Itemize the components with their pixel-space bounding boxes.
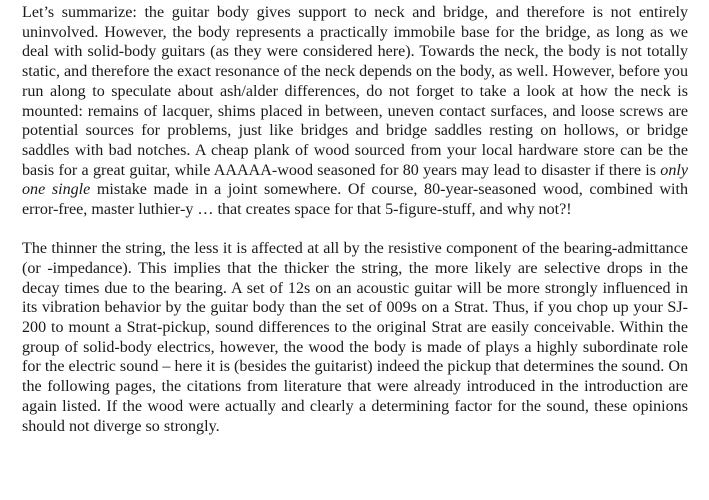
document-page — [22, 3, 688, 436]
paragraph-summary — [22, 3, 688, 220]
paragraph-summary-text-1: Let’s summarize: the guitar body gives support to neck and bridge, and therefore is not entirely uninvolved. However, the body represents a practically immobile base for the bridge, as long as we deal with solid-body guitars (as they were considered here). Towards the neck, the body is not totally static, and therefore the exact resonance of the neck depends on the body, as well. However, before you run along to speculate about ash/alder differences, do not forget to take a look at how the neck is mounted: remains of lacquer, shims placed in between, uneven contact surfaces, and loose screws are potential sources for problems, just like bridges and bridge saddles resting on hollows, or bridge saddles with bad notches. A cheap plank of wood sourced from your local hardware store can be the basis for a great guitar, while AAAAA-wood seasoned for 80 years may lead to disaster if there is — [22, 4, 688, 179]
paragraph-string-thickness-text: The thinner the string, the less it is affected at all by the resistive component of the bearing-admittance (or -impedance). This implies that the thicker the string, the more likely are selective drops in the decay times due to the bearing. A set of 12s on an acoustic guitar will be more strongly influenced in its vibration behavior by the guitar body than the set of 009s on a Strat. Thus, if you chop up your SJ-200 to mount a Strat-pickup, sound differences to the original Strat are easily conceivable. Within the group of solid-body electrics, however, the wood the body is made of plays a highly subordinate role for the electric sound – here it is (besides the guitarist) indeed the pickup that determines the sound. On the following pages, the citations from literature that were already introduced in the introduction are again listed. If the wood were actually and clearly a determining factor for the sound, these opinions should not diverge so strongly. — [22, 240, 688, 435]
paragraph-string-thickness — [22, 239, 688, 436]
paragraph-summary-emphasis: only one single — [22, 161, 688, 199]
paragraph-summary-text-2: mistake made in a joint somewhere. Of course, 80-year-seasoned wood, combined with error-free, master luthier-y … that creates space for that 5-figure-stuff, and why not?! — [22, 181, 688, 219]
